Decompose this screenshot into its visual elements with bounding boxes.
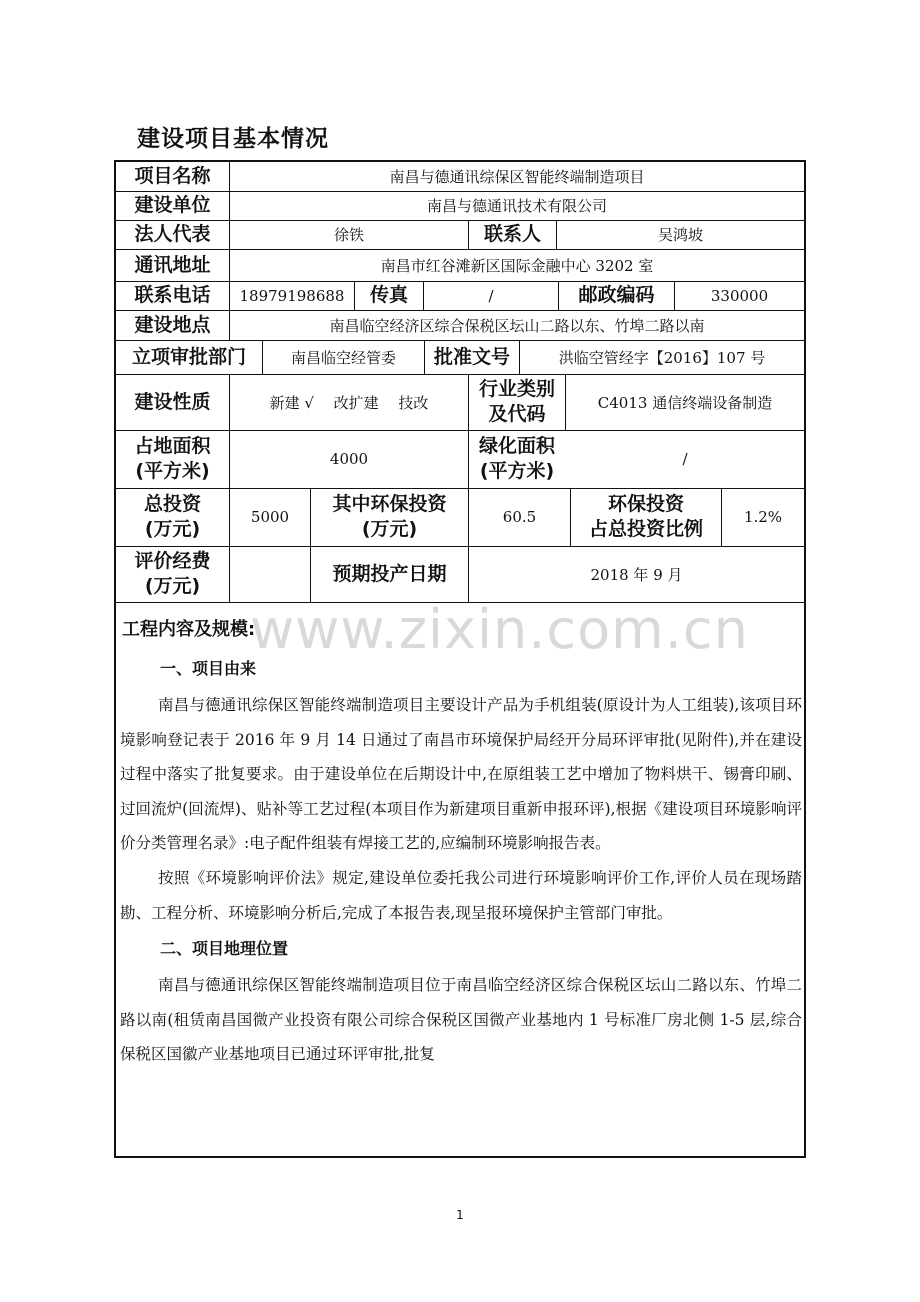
env-ratio-label-line1: 环保投资 xyxy=(607,493,684,515)
project-name-value: 南昌与德通讯综保区智能终端制造项目 xyxy=(389,168,645,186)
page-number: 1 xyxy=(456,1208,464,1222)
production-date-value: 2018 年 9 月 xyxy=(590,565,683,584)
builder-value: 南昌与德通讯技术有限公司 xyxy=(426,197,607,215)
approval-doc-label: 批准文号 xyxy=(433,345,510,368)
address-label: 通讯地址 xyxy=(134,253,211,276)
env-investment-label-line1: 其中环保投资 xyxy=(332,493,447,515)
env-investment-value: 60.5 xyxy=(502,508,537,526)
section-origin-title: 一、项目由来 xyxy=(160,659,257,678)
project-content xyxy=(120,604,802,1072)
industry-value: C4013 通信终端设备制造 xyxy=(597,393,773,412)
fax-value: / xyxy=(488,286,494,305)
land-area-value: 4000 xyxy=(329,450,369,468)
watermark: www.zixin.com.cn xyxy=(250,598,749,661)
env-ratio-value: 1.2% xyxy=(743,508,783,526)
green-area-value: / xyxy=(682,450,688,468)
section-origin-paragraph-2: 按照《环境影响评价法》规定,建设单位委托我公司进行环境影响评价工作,评价人员在现场踏勘、工程分析、环境影响分析后,完成了本报告表,现呈报环境保护主管部门审批。 xyxy=(120,868,802,922)
production-date-label: 预期投产日期 xyxy=(332,562,447,585)
contact-label: 联系人 xyxy=(483,223,541,245)
approval-dept-value: 南昌临空经管委 xyxy=(290,348,396,367)
page-title: 建设项目基本情况 xyxy=(137,126,329,152)
approval-dept-label: 立项审批部门 xyxy=(131,345,246,368)
eval-fee-value xyxy=(230,546,310,602)
nature-label: 建设性质 xyxy=(134,390,211,413)
project-name-label: 项目名称 xyxy=(134,165,211,187)
fax-label: 传真 xyxy=(369,284,408,306)
site-label: 建设地点 xyxy=(134,313,211,336)
total-investment-value: 5000 xyxy=(250,508,290,526)
legal-rep-label: 法人代表 xyxy=(134,223,211,245)
total-investment-label-line2: (万元) xyxy=(144,518,201,540)
env-investment-label xyxy=(311,488,468,546)
green-area-label-line1: 绿化面积 xyxy=(478,435,555,457)
site-value: 南昌临空经济区综合保税区坛山二路以东、竹埠二路以南 xyxy=(329,316,705,335)
green-area-label-line2: (平方米) xyxy=(479,460,555,482)
section-location-title: 二、项目地理位置 xyxy=(160,939,289,959)
postcode-value: 330000 xyxy=(710,286,769,305)
industry-label-line2: 及代码 xyxy=(488,403,546,425)
green-area-label xyxy=(469,430,565,488)
eval-fee-label xyxy=(116,546,229,602)
industry-label-line1: 行业类别 xyxy=(478,378,555,400)
env-ratio-label-line2: 占总投资比例 xyxy=(588,518,703,540)
section-location-paragraph: 南昌与德通讯综保区智能终端制造项目位于南昌临空经济区综合保税区坛山二路以东、竹埠二路以南(租赁南昌国微产业投资有限公司综合保税区国微产业基地内 1 号标准厂房北侧 1-5 层,综合保税区国徽产业基地项目已通过环评审批,批复 xyxy=(120,976,802,1064)
land-area-label-line1: 占地面积 xyxy=(134,435,211,457)
contact-value: 吴鸿坡 xyxy=(657,226,703,244)
eval-fee-label-line2: (万元) xyxy=(144,575,201,597)
total-investment-label-line1: 总投资 xyxy=(143,493,201,515)
phone-value: 18979198688 xyxy=(239,286,345,305)
content-heading: 工程内容及规模: xyxy=(122,619,256,640)
approval-doc-value: 洪临空管经字【2016】107 号 xyxy=(558,348,766,367)
nature-value: 新建 √ 改扩建 技改 xyxy=(269,393,429,412)
eval-fee-label-line1: 评价经费 xyxy=(134,550,211,572)
env-ratio-label xyxy=(571,488,721,546)
legal-rep-value: 徐铁 xyxy=(333,226,364,244)
section-origin-paragraph-1: 南昌与德通讯综保区智能终端制造项目主要设计产品为手机组装(原设计为人工组装),该项目环境影响登记表于 2016 年 9 月 14 日通过了南昌市环境保护局经开分局环评审批(见附件),并在建设过程中落实了批复要求。由于建设单位在后期设计中,在原组装工艺中增加了物料烘干、锡膏印刷、过回流炉(回流焊)、贴补等工艺过程(本项目作为新建项目重新申报环评),根据《建设项目环境影响评价分类管理名录》:电子配件组装有焊接工艺的,应编制环境影响报告表。 xyxy=(120,696,802,853)
builder-label: 建设单位 xyxy=(134,194,211,216)
address-value: 南昌市红谷滩新区国际金融中心 3202 室 xyxy=(380,256,654,275)
postcode-label: 邮政编码 xyxy=(578,284,655,306)
land-area-label-line2: (平方米) xyxy=(135,460,210,482)
land-area-label xyxy=(116,430,229,488)
phone-label: 联系电话 xyxy=(134,284,211,306)
industry-label xyxy=(469,374,565,430)
total-investment-label xyxy=(116,488,229,546)
env-investment-label-line2: (万元) xyxy=(361,518,418,540)
